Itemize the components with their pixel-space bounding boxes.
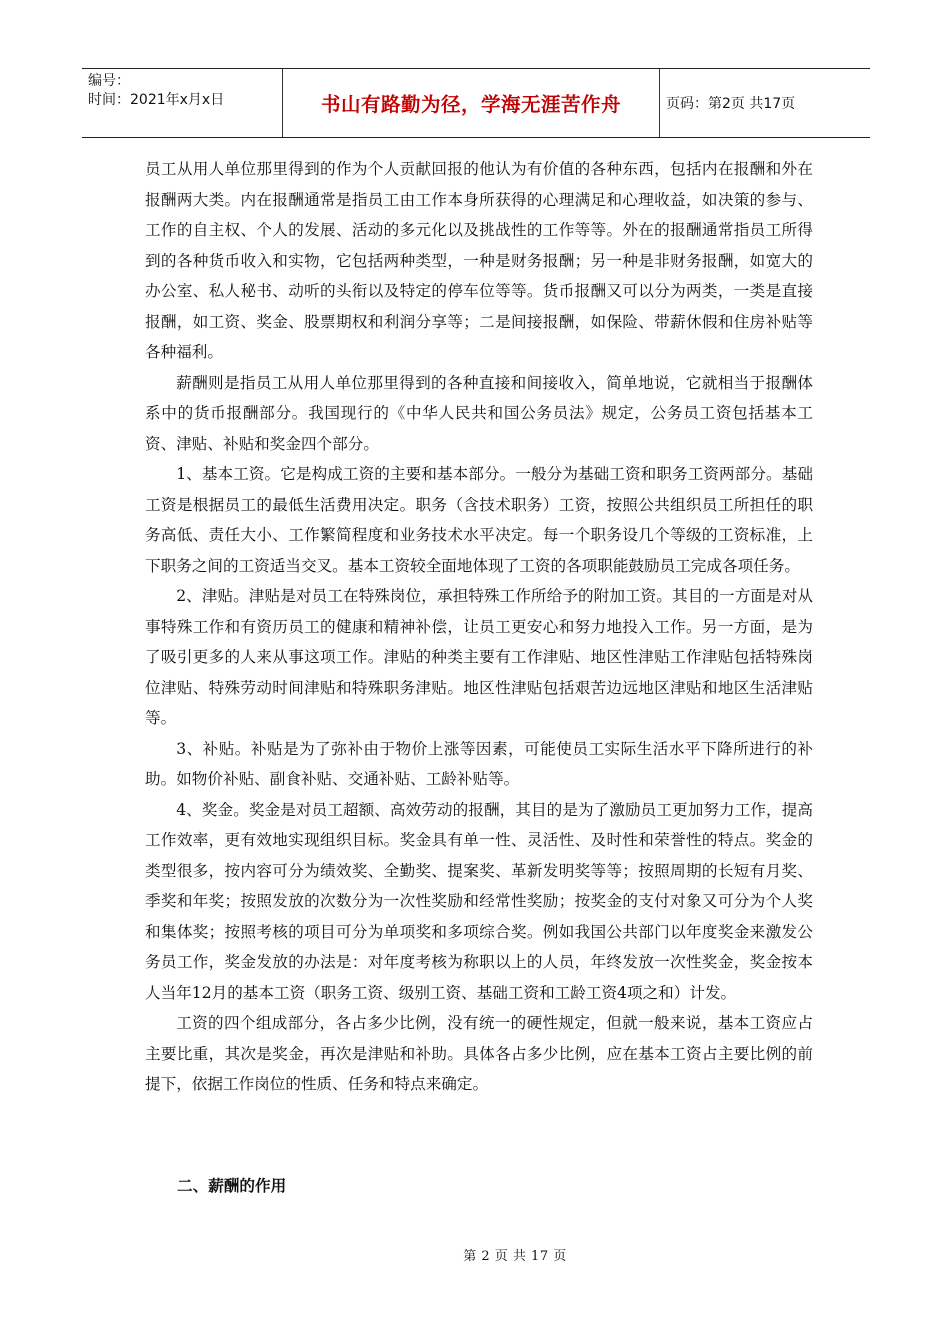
paragraph-allowance: 2、津贴。津贴是对员工在特殊岗位，承担特殊工作所给予的附加工资。其目的一方面是对从事特殊工作和有资历员工的健康和精神补偿，让员工更安心和努力地投入工作。另一方面，是为了吸引更多的人来从事这项工作。津贴的种类主要有工作津贴、地区性津贴工作津贴包括特殊岗位津贴、特殊劳动时间津贴和特殊职务津贴。地区性津贴包括艰苦边远地区津贴和地区生活津贴等。 <box>145 587 813 727</box>
document-time-label: 时间：2021年x月x日 <box>88 92 225 108</box>
paragraph-proportions: 工资的四个组成部分，各占多少比例，没有统一的硬性规定，但就一般来说，基本工资应占主要比重，其次是奖金，再次是津贴和补助。具体各占多少比例，应在基本工资占主要比例的前提下，依据工作岗位的性质、任务和特点来确定。 <box>145 1014 813 1093</box>
header-motto: 书山有路勤为径，学海无涯苦作舟 <box>283 69 660 137</box>
header-meta <box>82 69 283 137</box>
section-heading: 二、薪酬的作用 <box>177 1177 287 1195</box>
page-header <box>82 68 870 138</box>
paragraph-rewards: 员工从用人单位那里得到的作为个人贡献回报的他认为有价值的各种东西，包括内在报酬和外在报酬两大类。内在报酬通常是指员工由工作本身所获得的心理满足和心理收益，如决策的参与、工作的自主权、个人的发展、活动的多元化以及挑战性的工作等等。外在的报酬通常指员工所得到的各种货币收入和实物，它包括两种类型，一种是财务报酬；另一种是非财务报酬，如宽大的办公室、私人秘书、动听的头衔以及特定的停车位等等。货币报酬又可以分为两类，一类是直接报酬，如工资、奖金、股票期权和利润分享等；二是间接报酬，如保险、带薪休假和住房补贴等各种福利。 <box>145 160 813 361</box>
header-page-info: 页码：第2页 共17页 <box>666 96 796 112</box>
page-footer: 第 2 页 共 17 页 <box>463 1249 567 1264</box>
paragraph-subsidy: 3、补贴。补贴是为了弥补由于物价上涨等因素，可能使员工实际生活水平下降所进行的补助。如物价补贴、副食补贴、交通补贴、工龄补贴等。 <box>145 739 813 788</box>
document-number-label: 编号： <box>88 73 130 89</box>
paragraph-salary-definition: 薪酬则是指员工从用人单位那里得到的各种直接和间接收入，简单地说，它就相当于报酬体系中的货币报酬部分。我国现行的《中华人民共和国公务员法》规定，公务员工资包括基本工资、津贴、补贴和奖金四个部分。 <box>145 373 813 453</box>
paragraph-basic-wage: 1、基本工资。它是构成工资的主要和基本部分。一般分为基础工资和职务工资两部分。基础工资是根据员工的最低生活费用决定。职务（含技术职务）工资，按照公共组织员工所担任的职务高低、责任大小、工作繁简程度和业务技术水平决定。每一个职务设几个等级的工资标准，上下职务之间的工资适当交叉。基本工资较全面地体现了工资的各项职能鼓励员工完成各项任务。 <box>145 465 813 575</box>
paragraph-bonus: 4、奖金。奖金是对员工超额、高效劳动的报酬，其目的是为了激励员工更加努力工作，提高工作效率，更有效地实现组织目标。奖金具有单一性、灵活性、及时性和荣誉性的特点。奖金的类型很多，按内容可分为绩效奖、全勤奖、提案奖、革新发明奖等等；按照周期的长短有月奖、季奖和年奖；按照发放的次数分为一次性奖励和经常性奖励；按奖金的支付对象又可分为个人奖和集体奖；按照考核的项目可分为单项奖和多项综合奖。例如我国公共部门以年度奖金来激发公务员工作，奖金发放的办法是：对年度考核为称职以上的人员，年终发放一次性奖金，奖金按本人当年12月的基本工资（职务工资、级别工资、基础工资和工龄工资4项之和）计发。 <box>145 800 813 1002</box>
document-body <box>145 154 813 1100</box>
